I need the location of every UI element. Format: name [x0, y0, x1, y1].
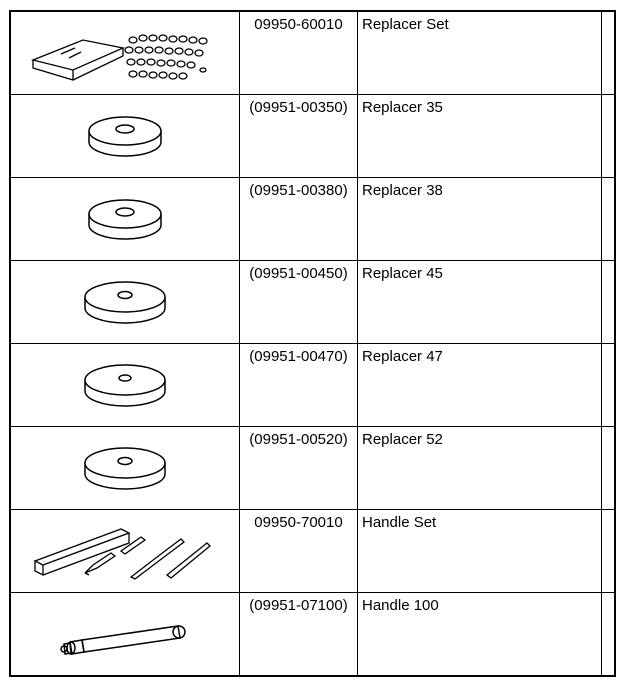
tool-illustration-cell [10, 427, 240, 510]
tool-name: Handle Set [362, 514, 437, 531]
replacer-disc-icon [75, 441, 175, 496]
blank-cell [602, 344, 616, 427]
blank-cell [602, 261, 616, 344]
blank-cell [602, 593, 616, 677]
table-row [10, 344, 615, 427]
tool-illustration-cell [10, 95, 240, 178]
tool-number: 09950-70010 [254, 514, 343, 531]
tool-illustration-cell [10, 11, 240, 95]
tool-number-cell [240, 95, 358, 178]
tool-name-cell [358, 427, 602, 510]
special-tools-table [9, 10, 616, 677]
tool-name: Replacer 45 [362, 265, 443, 282]
handle-set-icon [25, 515, 225, 587]
blank-cell [602, 95, 616, 178]
tool-number: (09951-00450) [249, 265, 348, 282]
replacer-disc-icon [75, 275, 175, 330]
tool-name: Replacer 47 [362, 348, 443, 365]
tool-number: (09951-00380) [249, 182, 348, 199]
tool-name-cell [358, 344, 602, 427]
replacer-disc-icon [75, 358, 175, 413]
table-row [10, 261, 615, 344]
tool-number-cell [240, 427, 358, 510]
replacer-disc-icon [80, 192, 170, 247]
handle-icon [40, 604, 210, 664]
tool-name: Replacer 38 [362, 182, 443, 199]
blank-cell [602, 178, 616, 261]
blank-cell [602, 427, 616, 510]
tool-number: (09951-00470) [249, 348, 348, 365]
replacer-set-icon [25, 18, 225, 88]
tool-number-cell [240, 178, 358, 261]
tool-number: (09951-00520) [249, 431, 348, 448]
tool-number: 09950-60010 [254, 16, 343, 33]
tool-illustration-cell [10, 510, 240, 593]
tool-illustration-cell [10, 178, 240, 261]
tool-number-cell [240, 593, 358, 677]
tool-illustration-cell [10, 344, 240, 427]
table-row [10, 11, 615, 95]
tool-name: Handle 100 [362, 597, 439, 614]
tool-illustration-cell [10, 261, 240, 344]
tool-name: Replacer 35 [362, 99, 443, 116]
tool-name-cell [358, 510, 602, 593]
tool-name-cell [358, 11, 602, 95]
tool-name-cell [358, 95, 602, 178]
table-row [10, 510, 615, 593]
table-row [10, 427, 615, 510]
tool-name: Replacer Set [362, 16, 449, 33]
tool-number: (09951-07100) [249, 597, 348, 614]
tool-name-cell [358, 178, 602, 261]
tool-name-cell [358, 593, 602, 677]
table-row [10, 593, 615, 677]
tool-number: (09951-00350) [249, 99, 348, 116]
tool-name: Replacer 52 [362, 431, 443, 448]
table-row [10, 95, 615, 178]
replacer-disc-icon [80, 109, 170, 164]
tool-number-cell [240, 510, 358, 593]
tool-number-cell [240, 344, 358, 427]
tool-name-cell [358, 261, 602, 344]
blank-cell [602, 510, 616, 593]
tool-number-cell [240, 261, 358, 344]
blank-cell [602, 11, 616, 95]
tool-illustration-cell [10, 593, 240, 677]
table-row [10, 178, 615, 261]
tool-number-cell [240, 11, 358, 95]
